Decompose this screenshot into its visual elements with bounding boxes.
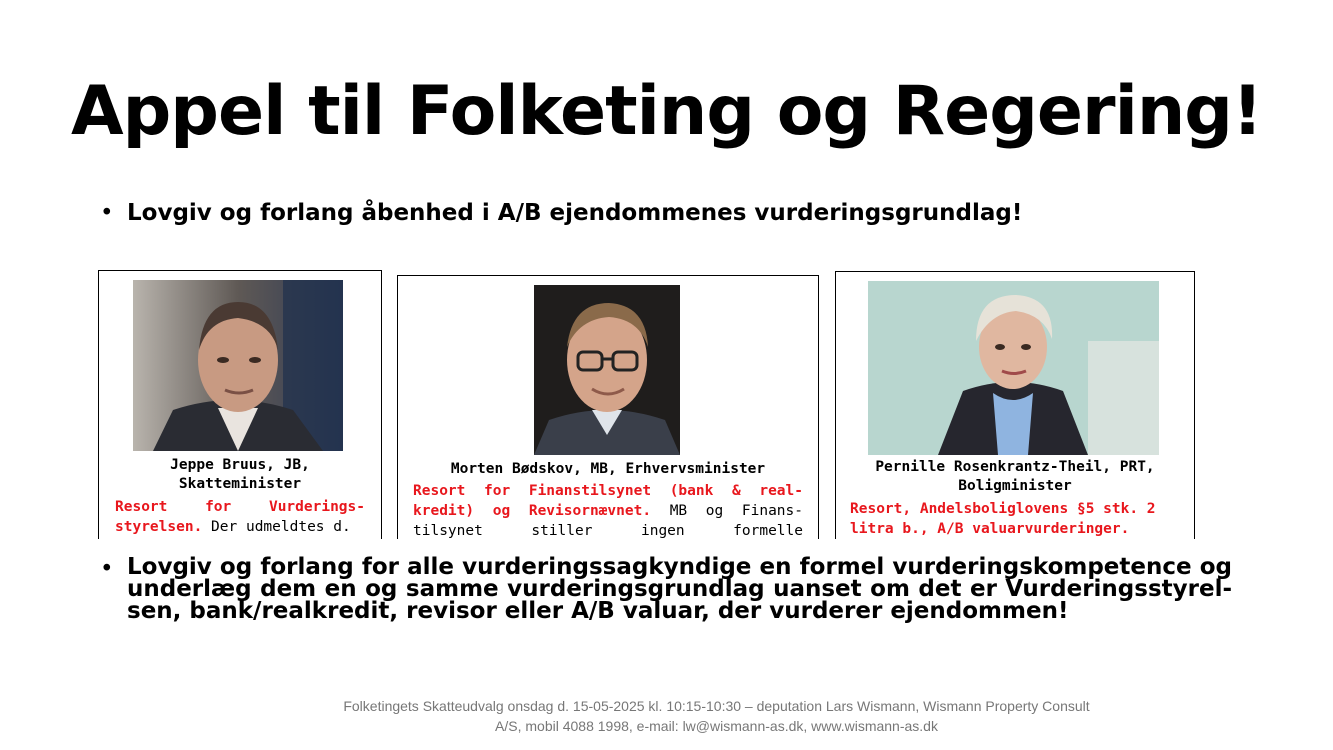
minister-title: Skatteminister bbox=[178, 476, 302, 492]
minister-description bbox=[413, 481, 803, 539]
minister-title: Boligminister bbox=[958, 478, 1072, 494]
portrait-photo bbox=[133, 280, 343, 451]
slide-title: Appel til Folketing og Regering! bbox=[71, 72, 1262, 151]
responsibility-text: Resort, Andelsboliglovens §5 stk. 2 litra b., A/B valuarvurderinger. bbox=[850, 501, 1156, 537]
responsibility-text: Resort for Finanstilsynet (bank & real-kredit) og Revisornævnet. bbox=[413, 483, 803, 519]
bullet-dot: • bbox=[100, 556, 114, 582]
minister-name: Pernille Rosenkrantz-Theil, PRT, bbox=[875, 459, 1155, 475]
minister-name: Morten Bødskov, MB, Erhvervsminister bbox=[450, 461, 766, 477]
minister-card-morten-bodskov bbox=[397, 275, 819, 539]
portrait-man-glasses-icon bbox=[534, 285, 680, 455]
minister-card-pernille-rosenkrantz-theil bbox=[835, 271, 1195, 539]
portrait-photo bbox=[868, 281, 1159, 455]
minister-name: Jeppe Bruus, JB, bbox=[170, 457, 310, 473]
description-text: Der udmeldtes d. bbox=[202, 519, 351, 535]
footer-line-2: A/S, mobil 4088 1998, e-mail: lw@wismann-as.dk, www.wismann-as.dk bbox=[495, 718, 938, 734]
responsibility-text: Resort for Vurderings-styrelsen. bbox=[115, 499, 365, 535]
bullet-item-2 bbox=[100, 556, 1232, 636]
minister-description bbox=[850, 499, 1180, 539]
portrait-man-bald-icon bbox=[133, 280, 343, 451]
bullet-text: Lovgiv og forlang åbenhed i A/B ejendommenes vurderingsgrundlag! bbox=[127, 200, 1023, 226]
bullet-dot: • bbox=[100, 200, 114, 226]
footer-line-1: Folketingets Skatteudvalg onsdag d. 15-05-2025 kl. 10:15-10:30 – deputation Lars Wismann, Wismann Property Consult bbox=[343, 698, 1090, 714]
bullet-text: Lovgiv og forlang for alle vurderingssagkyndige en formel vurderingskompetence og underlæg dem en og samme vurderingsgrundlag uanset om det er Vurderingsstyrel-sen, bank/realkredit, revisor eller A/B valuar, der vurderer ejendommen! bbox=[127, 554, 1232, 624]
bullet-item-1 bbox=[100, 200, 1100, 234]
minister-card-jeppe-bruus bbox=[98, 270, 382, 539]
portrait-photo bbox=[534, 285, 680, 455]
portrait-woman-icon bbox=[868, 281, 1159, 455]
description-text: MB og Finans-tilsynet stiller ingen formelle bbox=[413, 503, 803, 539]
minister-description bbox=[115, 497, 365, 537]
